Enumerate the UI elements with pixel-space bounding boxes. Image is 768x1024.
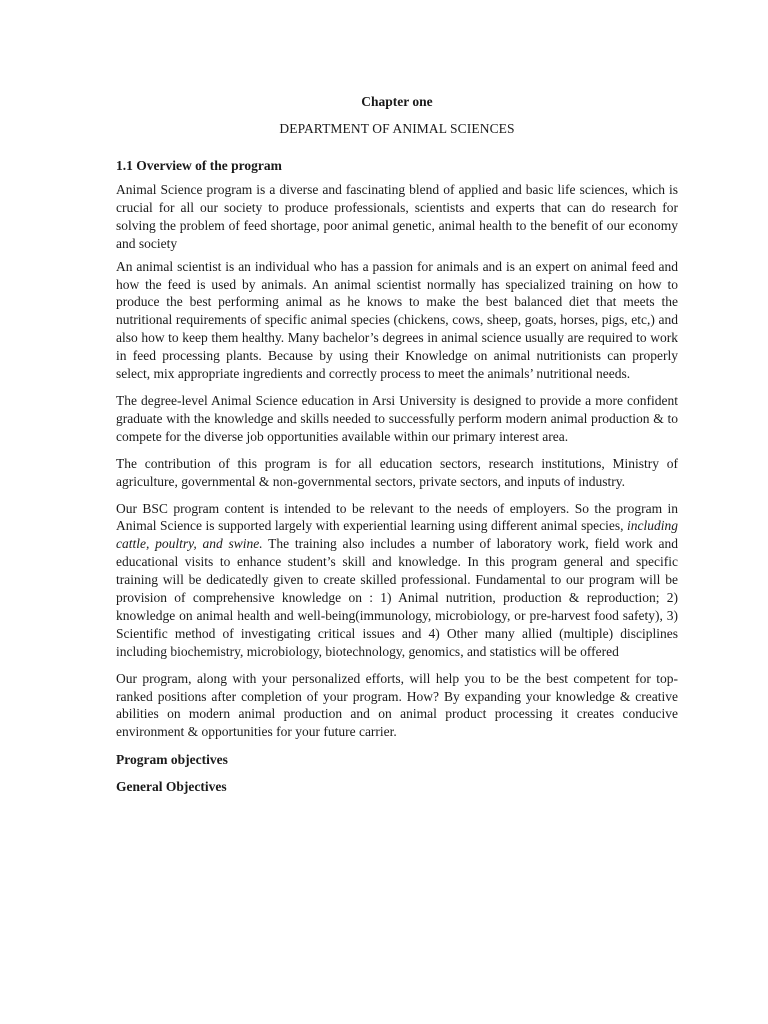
paragraph-bsc-program (116, 500, 678, 661)
paragraph-animal-scientist: An animal scientist is an individual who has a passion for animals and is an expert on animal feed and how the feed is used by animals. An animal scientist normally has specialized training on how to produce the best performing animal as he knows to make the best balanced diet that meets the nutritional requirements of specific animal species (chickens, cows, sheep, goats, horses, pigs, etc,) and also how to keep them healthy. Many bachelor’s degrees in animal science usually are required to work in feed processing plants. Because by using their Knowledge on animal nutritionists can properly select, mix appropriate ingredients and correctly process to meet the animals’ nutritional needs. (116, 258, 678, 382)
department-title: DEPARTMENT OF ANIMAL SCIENCES (279, 121, 515, 136)
paragraph-bsc-text-end: The training also includes a number of laboratory work, field work and educational visits to enhance student’s skill and knowledge. In this program general and specific training will be dedicatedly given to create skilled professional. Fundamental to our program will be provision of comprehensive knowledge on : 1) Animal nutrition, production & reproduction; 2) knowledge on animal health and well-being(immunology, microbiology, or pre-harvest food safety), 3) Scientific method of investigating critical issues and 4) Other many allied (multiple) disciplines including biochemistry, microbiology, biotechnology, genomics, and statistics will be offered (116, 536, 678, 659)
paragraph-degree-level: The degree-level Animal Science education in Arsi University is designed to provide a more confident graduate with the knowledge and skills needed to successfully perform modern animal production & to compete for the diverse job opportunities available within our primary interest area. (116, 392, 678, 444)
paragraph-bsc-text-start: Our BSC program content is intended to be relevant to the needs of employers. So the program in Animal Science is supported largely with experiential learning using different animal species, (116, 500, 678, 534)
paragraph-personalized-efforts: Our program, along with your personalized efforts, will help you to be the best competent for top-ranked positions after completion of your program. How? By expanding your knowledge & creative abilities on modern animal production and on animal product processing it creates conducive environment & opportunities for your future carrier. (116, 670, 678, 740)
general-objectives-heading: General Objectives (116, 779, 227, 795)
document-page (116, 92, 678, 796)
section-heading: 1.1 Overview of the program (116, 158, 282, 173)
paragraph-contribution: The contribution of this program is for all education sectors, research institutions, Ministry of agriculture, governmental & non-governmental sectors, private sectors, and inputs of industry. (116, 455, 678, 489)
chapter-title: Chapter one (361, 94, 433, 109)
paragraph-bsc-italic: including cattle, poultry, and swine. (116, 518, 678, 552)
program-objectives-heading: Program objectives (116, 752, 228, 768)
paragraph-overview: Animal Science program is a diverse and fascinating blend of applied and basic life sciences, which is crucial for all our society to produce professionals, scientists and experts that can do research for solving the problem of feed shortage, poor animal genetic, animal health to the benefit of our economy and society (116, 182, 678, 251)
